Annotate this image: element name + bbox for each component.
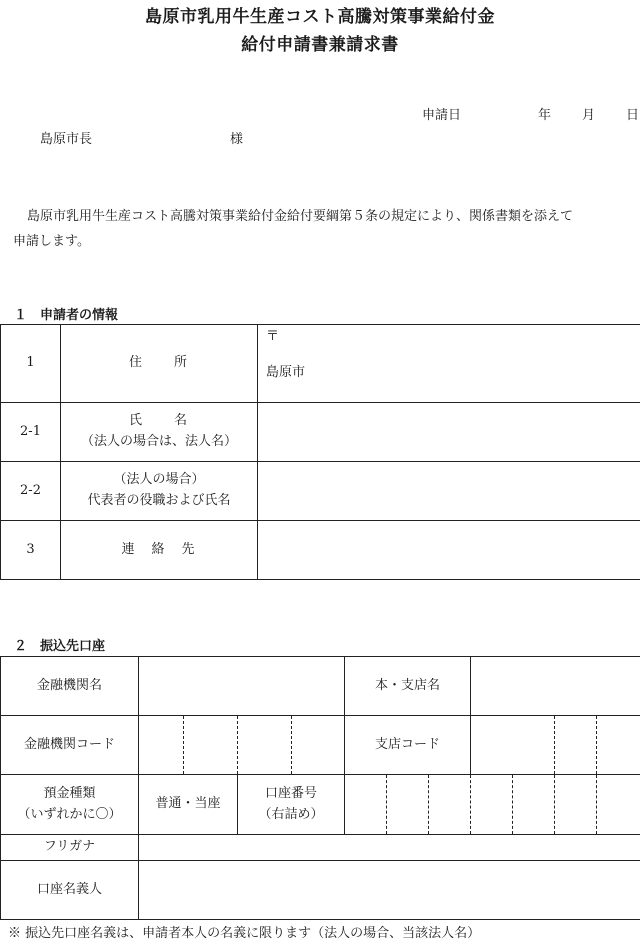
bank-name-label: 金融機関名 [1, 657, 139, 716]
account-number-digit[interactable] [471, 775, 513, 835]
account-number-digit[interactable] [345, 775, 387, 835]
addressee: 島原市長 [40, 132, 93, 147]
table-row [1, 835, 640, 861]
name-label-line2: （法人の場合は、法人名） [80, 434, 237, 449]
body-text-line2: 申請します。 [13, 234, 90, 249]
table-row [1, 462, 640, 521]
bank-code-digit[interactable] [139, 716, 184, 775]
address-label [61, 325, 258, 403]
representative-field[interactable] [258, 462, 640, 521]
table-row [1, 403, 640, 462]
bank-code-digit[interactable] [238, 716, 292, 775]
table-row [1, 657, 640, 716]
contact-label [61, 521, 258, 580]
year-label: 年 [538, 108, 552, 123]
bank-code-digit[interactable] [184, 716, 238, 775]
branch-name-field[interactable] [471, 657, 640, 716]
bank-code-label: 金融機関コード [1, 716, 139, 775]
account-number-digit[interactable] [387, 775, 429, 835]
address-label-text: 住 所 [128, 355, 189, 371]
applicant-info-table [0, 324, 640, 580]
table-row [1, 716, 640, 775]
furigana-field[interactable] [139, 835, 640, 861]
document-title-line2: 給付申請書兼請求書 [241, 35, 399, 55]
account-number-label-line2: （右詰め） [258, 806, 324, 822]
table-row [1, 861, 640, 920]
representative-label-line1: （法人の場合） [113, 472, 205, 488]
account-number-digit[interactable] [429, 775, 471, 835]
table-row [1, 325, 640, 403]
deposit-type-label [1, 775, 139, 835]
bank-name-field[interactable] [139, 657, 345, 716]
honorific: 様 [230, 132, 244, 147]
representative-label [61, 462, 258, 521]
section1-heading: １ 申請者の情報 [14, 308, 119, 323]
account-number-digit[interactable] [597, 775, 640, 835]
bank-code-digit[interactable] [292, 716, 345, 775]
row-number: 2-1 [1, 403, 61, 462]
date-label: 申請日 [422, 108, 462, 123]
contact-label-text: 連 絡 先 [121, 541, 197, 557]
deposit-type-label-line2: （いずれかに〇） [17, 806, 122, 822]
day-label: 日 [626, 108, 640, 123]
address-field[interactable] [258, 325, 640, 403]
table-row [1, 521, 640, 580]
row-number: 2-2 [1, 462, 61, 521]
document-title-line1: 島原市乳用牛生産コスト高騰対策事業給付金 [145, 7, 495, 27]
account-holder-label: 口座名義人 [1, 861, 139, 920]
footnote: ※ 振込先口座名義は、申請者本人の名義に限ります（法人の場合、当該法人名） [8, 926, 481, 941]
branch-name-label: 本・支店名 [345, 657, 471, 716]
account-holder-field[interactable] [139, 861, 640, 920]
branch-code-digit[interactable] [555, 716, 597, 775]
deposit-type-options[interactable]: 普通・当座 [139, 775, 238, 835]
table-row [1, 775, 640, 835]
account-number-digit[interactable] [555, 775, 597, 835]
row-number: 3 [1, 521, 61, 580]
month-label: 月 [582, 108, 596, 123]
branch-code-digit[interactable] [597, 716, 640, 775]
name-label [61, 403, 258, 462]
bank-account-table [0, 656, 640, 920]
contact-field[interactable] [258, 521, 640, 580]
representative-label-line2: 代表者の役職および氏名 [87, 493, 231, 508]
branch-code-digit[interactable] [471, 716, 555, 775]
branch-code-label: 支店コード [345, 716, 471, 775]
account-number-digit[interactable] [513, 775, 555, 835]
row-number: 1 [1, 325, 61, 403]
postal-mark: 〒 [266, 329, 280, 344]
deposit-type-label-line1: 預金種類 [43, 785, 96, 801]
account-number-label [238, 775, 345, 835]
furigana-label: フリガナ [1, 835, 139, 861]
name-label-line1: 氏 名 [128, 413, 189, 429]
address-value: 島原市 [266, 365, 306, 380]
account-number-label-line1: 口座番号 [264, 785, 317, 801]
name-field[interactable] [258, 403, 640, 462]
section2-heading: ２ 振込先口座 [14, 639, 106, 654]
body-text-line1: 島原市乳用牛生産コスト高騰対策事業給付金給付要綱第５条の規定により、関係書類を添えて [27, 209, 574, 224]
